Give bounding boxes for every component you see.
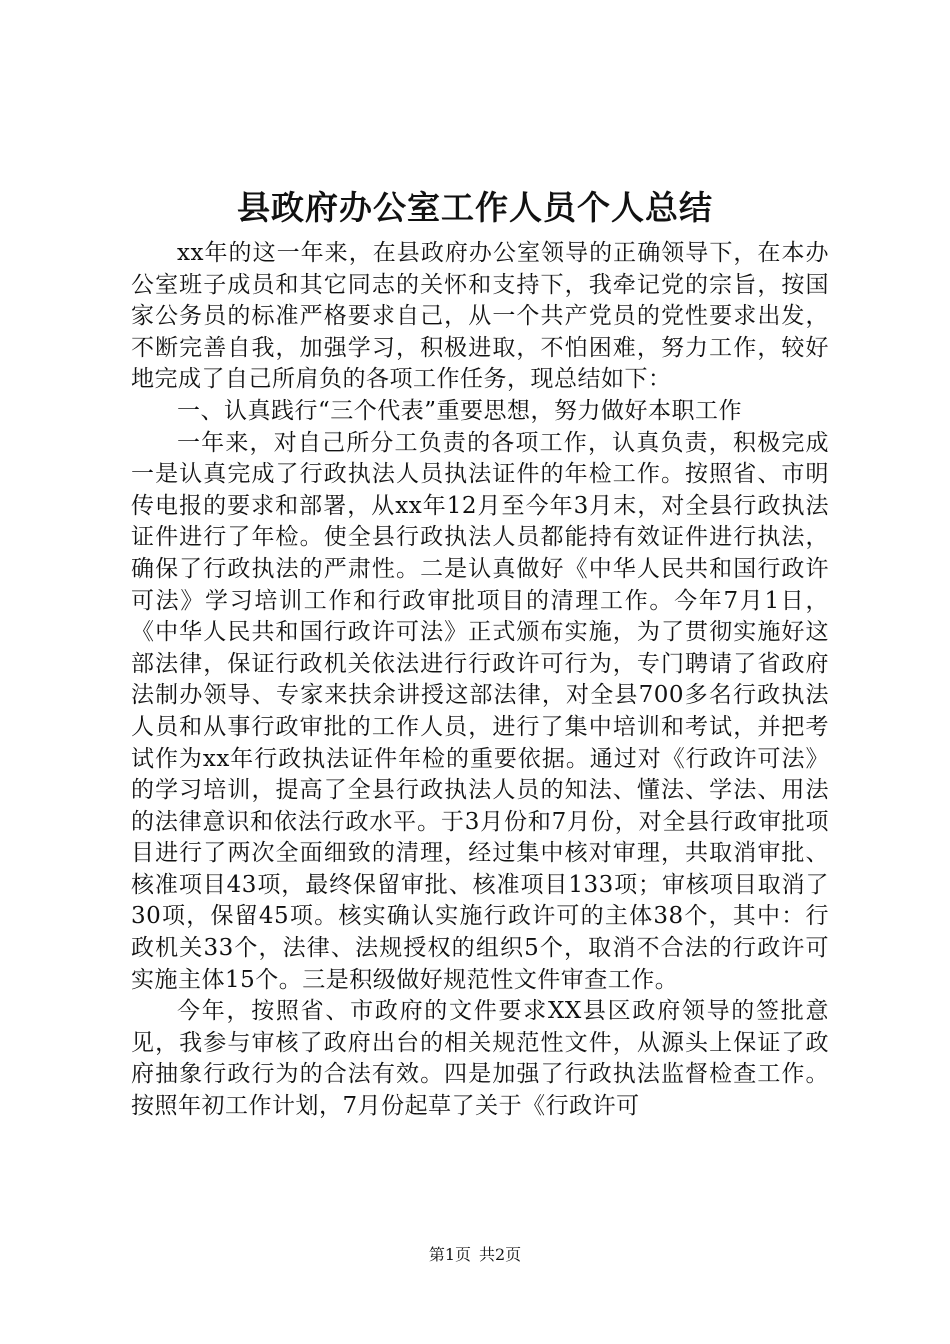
- page-total: 共2页: [479, 1245, 522, 1264]
- paragraph-intro: xx年的这一年来，在县政府办公室领导的正确领导下，在本办公室班子成员和其它同志的关怀和支持下，我牵记党的宗旨，按国家公务员的标准严格要求自己，从一个共产党员的党性要求出发，不断完善自我，加强学习，积极进取，不怕困难，努力工作，较好地完成了自己所肩负的各项工作任务，现总结如下：: [131, 240, 829, 393]
- document-body: [131, 238, 829, 1123]
- page-footer: [0, 1244, 950, 1266]
- section-heading-1: 一、认真践行“三个代表”重要思想，努力做好本职工作: [177, 397, 743, 424]
- document-title: 县政府办公室工作人员个人总结: [237, 188, 713, 227]
- page-number: 第1页: [428, 1245, 471, 1264]
- paragraph-normative-docs: 今年，按照省、市政府的文件要求XX县区政府领导的签批意见，我参与审核了政府出台的相关规范性文件，从源头上保证了政府抽象行政行为的合法有效。四是加强了行政执法监督检查工作。按照年初工作计划，7月份起草了关于《行政许可: [131, 998, 829, 1120]
- paragraph-work-summary: 一年来，对自己所分工负责的各项工作，认真负责，积极完成一是认真完成了行政执法人员执法证件的年检工作。按照省、市明传电报的要求和部署，从xx年12月至今年3月末，对全县行政执法证件进行了年检。使全县行政执法人员都能持有效证件进行执法，确保了行政执法的严肃性。二是认真做好《中华人民共和国行政许可法》学习培训工作和行政审批项目的清理工作。今年7月1日，《中华人民共和国行政许可法》正式颁布实施，为了贯彻实施好这部法律，保证行政机关依法进行行政许可行为，专门聘请了省政府法制办领导、专家来扶余讲授这部法律，对全县700多名行政执法人员和从事行政审批的工作人员，进行了集中培训和考试，并把考试作为xx年行政执法证件年检的重要依据。通过对《行政许可法》的学习培训，提高了全县行政执法人员的知法、懂法、学法、用法的法律意识和依法行政水平。于3月份和7月份，对全县行政审批项目进行了两次全面细致的清理，经过集中核对审理，共取消审批、核准项目43项，最终保留审批、核准项目133项；审核项目取消了30项，保留45项。核实确认实施行政许可的主体38个，其中：行政机关33个，法律、法规授权的组织5个，取消不合法的行政许可实施主体15个。三是积级做好规范性文件审查工作。: [131, 429, 829, 993]
